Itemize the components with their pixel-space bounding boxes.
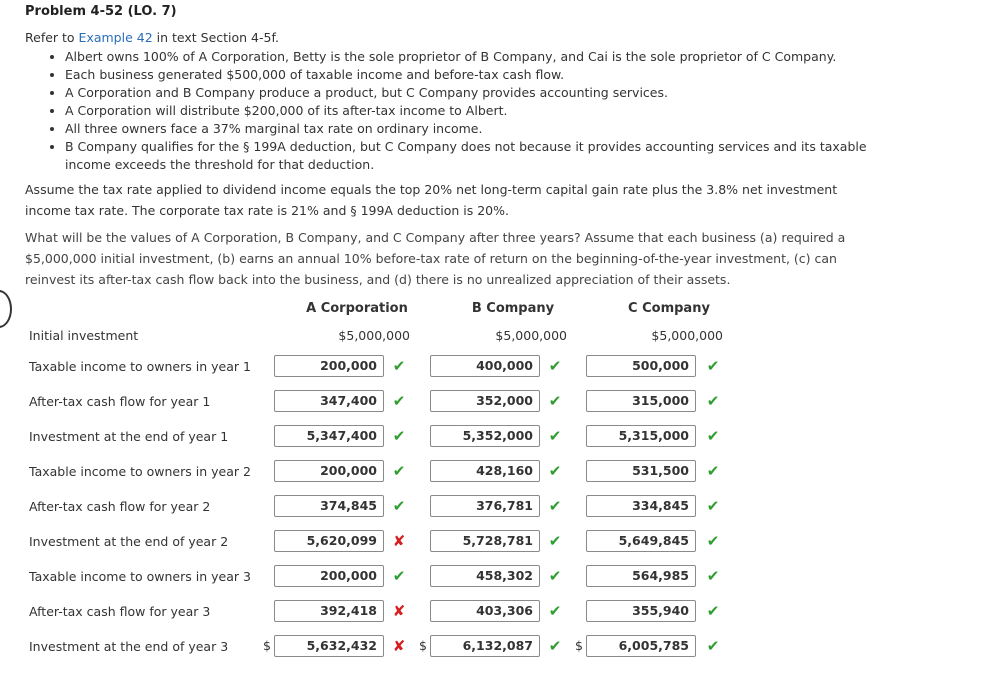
question-paragraph: What will be the values of A Corporation, B Company, and C Company after three years? Assume that each business (a) required a $5,000,000 initial investment, (b) earns an annual 10% before-tax rate of return on the beginning-of-the-year investment, (c) can reinvest its after-tax cash flow back into the business, and (d) there is no unrealized appreciation of their assets.: [25, 230, 846, 287]
column-header-b-company: B Company: [471, 301, 555, 316]
answer-input-b[interactable]: 5,728,781: [430, 530, 540, 552]
answer-input-c[interactable]: 355,940: [586, 600, 696, 622]
checkmark-icon: ✔: [548, 427, 562, 445]
row-label: Taxable income to owners in year 3: [29, 569, 251, 584]
answer-input-a[interactable]: 200,000: [274, 355, 384, 377]
answer-input-b[interactable]: 403,306: [430, 600, 540, 622]
dollar-sign: $: [419, 638, 427, 653]
checkmark-icon: ✔: [548, 357, 562, 375]
row-label: After-tax cash flow for year 3: [29, 604, 211, 619]
answer-input-a[interactable]: 5,632,432: [274, 635, 384, 657]
answer-input-a[interactable]: 392,418: [274, 600, 384, 622]
row-label-initial-investment: Initial investment: [29, 328, 139, 343]
checkmark-icon: ✔: [392, 392, 406, 410]
answer-input-c[interactable]: 531,500: [586, 460, 696, 482]
answer-input-a[interactable]: 374,845: [274, 495, 384, 517]
checkmark-icon: ✔: [706, 357, 720, 375]
answer-input-b[interactable]: 458,302: [430, 565, 540, 587]
checkmark-icon: ✔: [706, 602, 720, 620]
answer-input-b[interactable]: 376,781: [430, 495, 540, 517]
checkmark-icon: ✔: [706, 567, 720, 585]
initial-value-a: $5,000,000: [338, 328, 410, 343]
list-item: • A Corporation and B Company produce a product, but C Company provides accounting services.: [65, 84, 885, 102]
x-mark-icon: ✘: [392, 637, 406, 655]
initial-value-b: $5,000,000: [495, 328, 567, 343]
list-item: • B Company qualifies for the § 199A deduction, but C Company does not because it provides accounting services and its taxable income exceeds the threshold for that deduction.: [65, 138, 885, 174]
answer-input-b[interactable]: 6,132,087: [430, 635, 540, 657]
answer-input-a[interactable]: 347,400: [274, 390, 384, 412]
intro-line: [25, 30, 279, 45]
checkmark-icon: ✔: [706, 532, 720, 550]
checkmark-icon: ✔: [548, 462, 562, 480]
answer-input-c[interactable]: 334,845: [586, 495, 696, 517]
answer-input-c[interactable]: 564,985: [586, 565, 696, 587]
x-mark-icon: ✘: [392, 532, 406, 550]
dollar-sign: $: [263, 638, 271, 653]
row-label: Investment at the end of year 3: [29, 639, 229, 654]
row-label: After-tax cash flow for year 1: [29, 394, 211, 409]
checkmark-icon: ✔: [392, 357, 406, 375]
answer-input-a[interactable]: 5,347,400: [274, 425, 384, 447]
list-item: • All three owners face a 37% marginal tax rate on ordinary income.: [65, 120, 885, 138]
initial-value-c: $5,000,000: [651, 328, 723, 343]
dollar-sign: $: [575, 638, 583, 653]
list-item: • Each business generated $500,000 of taxable income and before-tax cash flow.: [65, 66, 885, 84]
assumption-list: [45, 48, 885, 174]
answer-input-b[interactable]: 428,160: [430, 460, 540, 482]
answer-input-a[interactable]: 5,620,099: [274, 530, 384, 552]
checkmark-icon: ✔: [392, 497, 406, 515]
checkmark-icon: ✔: [548, 602, 562, 620]
answer-input-c[interactable]: 5,649,845: [586, 530, 696, 552]
row-label: Taxable income to owners in year 1: [29, 359, 251, 374]
checkmark-icon: ✔: [548, 497, 562, 515]
row-label: Investment at the end of year 1: [29, 429, 229, 444]
list-item: • A Corporation will distribute $200,000 of its after-tax income to Albert.: [65, 102, 885, 120]
checkmark-icon: ✔: [392, 567, 406, 585]
checkmark-icon: ✔: [706, 637, 720, 655]
row-label: Investment at the end of year 2: [29, 534, 229, 549]
list-item: • Albert owns 100% of A Corporation, Betty is the sole proprietor of B Company, and Cai is the sole proprietor of C Company.: [65, 48, 885, 66]
answer-input-c[interactable]: 6,005,785: [586, 635, 696, 657]
column-header-c-company: C Company: [628, 301, 710, 316]
tax-rate-paragraph: Assume the tax rate applied to dividend income equals the top 20% net long-term capital gain rate plus the 3.8% net investment income tax rate. The corporate tax rate is 21% and § 199A deduction is 20%.: [25, 182, 838, 218]
answer-input-a[interactable]: 200,000: [274, 460, 384, 482]
column-header-a-corporation: A Corporation: [306, 301, 408, 316]
answer-input-c[interactable]: 500,000: [586, 355, 696, 377]
x-mark-icon: ✘: [392, 602, 406, 620]
checkmark-icon: ✔: [548, 532, 562, 550]
answer-input-c[interactable]: 315,000: [586, 390, 696, 412]
answer-input-a[interactable]: 200,000: [274, 565, 384, 587]
checkmark-icon: ✔: [392, 462, 406, 480]
answer-input-b[interactable]: 5,352,000: [430, 425, 540, 447]
checkmark-icon: ✔: [392, 427, 406, 445]
checkmark-icon: ✔: [706, 392, 720, 410]
checkmark-icon: ✔: [706, 427, 720, 445]
problem-title: Problem 4-52 (LO. 7): [25, 4, 177, 19]
example-link[interactable]: Example 42: [78, 30, 153, 45]
intro-suffix: in text Section 4-5f.: [152, 30, 279, 45]
answer-input-c[interactable]: 5,315,000: [586, 425, 696, 447]
checkmark-icon: ✔: [548, 567, 562, 585]
checkmark-icon: ✔: [548, 637, 562, 655]
checkmark-icon: ✔: [706, 497, 720, 515]
row-label: Taxable income to owners in year 2: [29, 464, 251, 479]
answer-input-b[interactable]: 352,000: [430, 390, 540, 412]
answer-input-b[interactable]: 400,000: [430, 355, 540, 377]
checkmark-icon: ✔: [548, 392, 562, 410]
intro-prefix: Refer to: [25, 30, 79, 45]
checkmark-icon: ✔: [706, 462, 720, 480]
decorative-arc: [0, 290, 12, 328]
row-label: After-tax cash flow for year 2: [29, 499, 211, 514]
